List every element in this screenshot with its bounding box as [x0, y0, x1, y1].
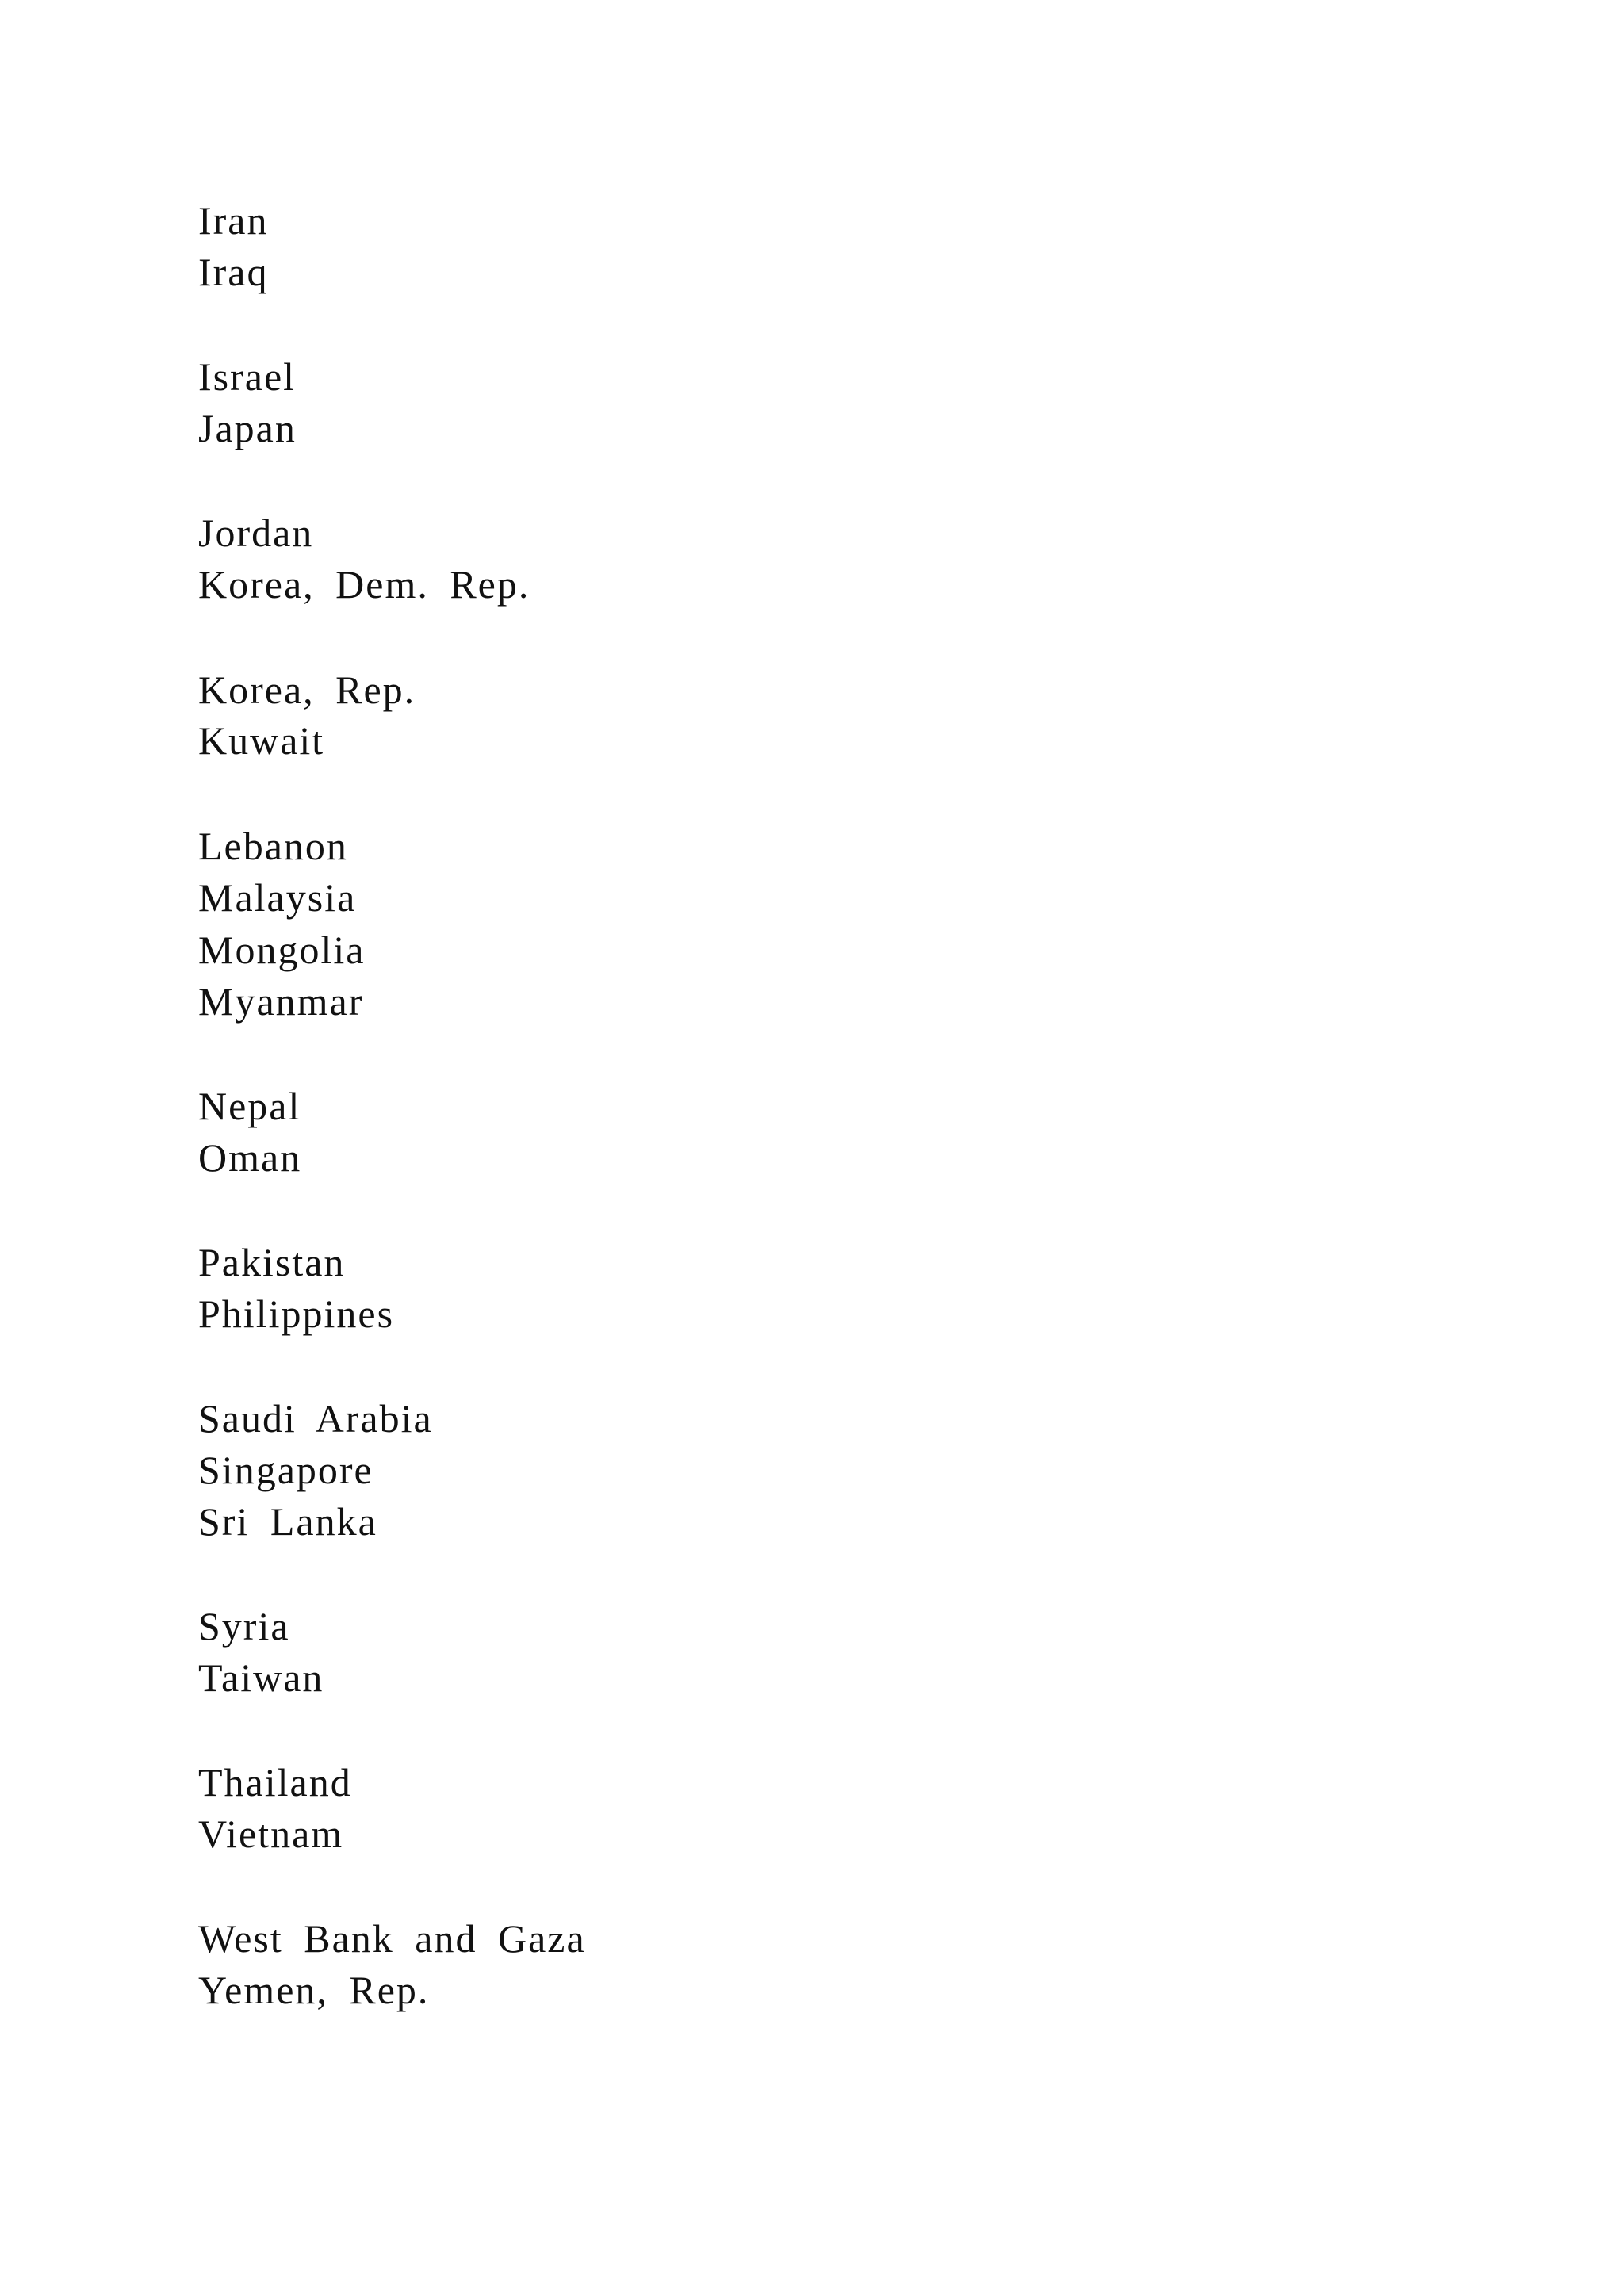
country-line: Iraq: [198, 250, 269, 294]
country-line: Philippines: [198, 1292, 395, 1336]
country-line: Pakistan: [198, 1240, 346, 1284]
country-line: Korea, Dem. Rep.: [198, 562, 530, 607]
country-line: Oman: [198, 1135, 302, 1180]
country-line: Lebanon: [198, 824, 348, 868]
country-line: Japan: [198, 406, 297, 450]
country-line: Myanmar: [198, 979, 364, 1024]
country-line: Korea, Rep.: [198, 668, 416, 712]
country-line: Syria: [198, 1604, 290, 1648]
country-line: Sri Lanka: [198, 1499, 377, 1544]
country-line: Singapore: [198, 1448, 373, 1492]
country-line: Iran: [198, 198, 269, 243]
country-line: Mongolia: [198, 928, 366, 972]
country-line: Kuwait: [198, 718, 325, 763]
country-line: Israel: [198, 354, 297, 399]
country-line: Malaysia: [198, 875, 357, 920]
country-line: Jordan: [198, 511, 314, 555]
country-line: Saudi Arabia: [198, 1396, 433, 1441]
country-line: Taiwan: [198, 1655, 324, 1700]
country-line: Nepal: [198, 1084, 301, 1128]
country-line: Vietnam: [198, 1812, 344, 1856]
country-line: West Bank and Gaza: [198, 1916, 586, 1961]
country-line: Yemen, Rep.: [198, 1968, 430, 2012]
country-line: Thailand: [198, 1760, 352, 1804]
